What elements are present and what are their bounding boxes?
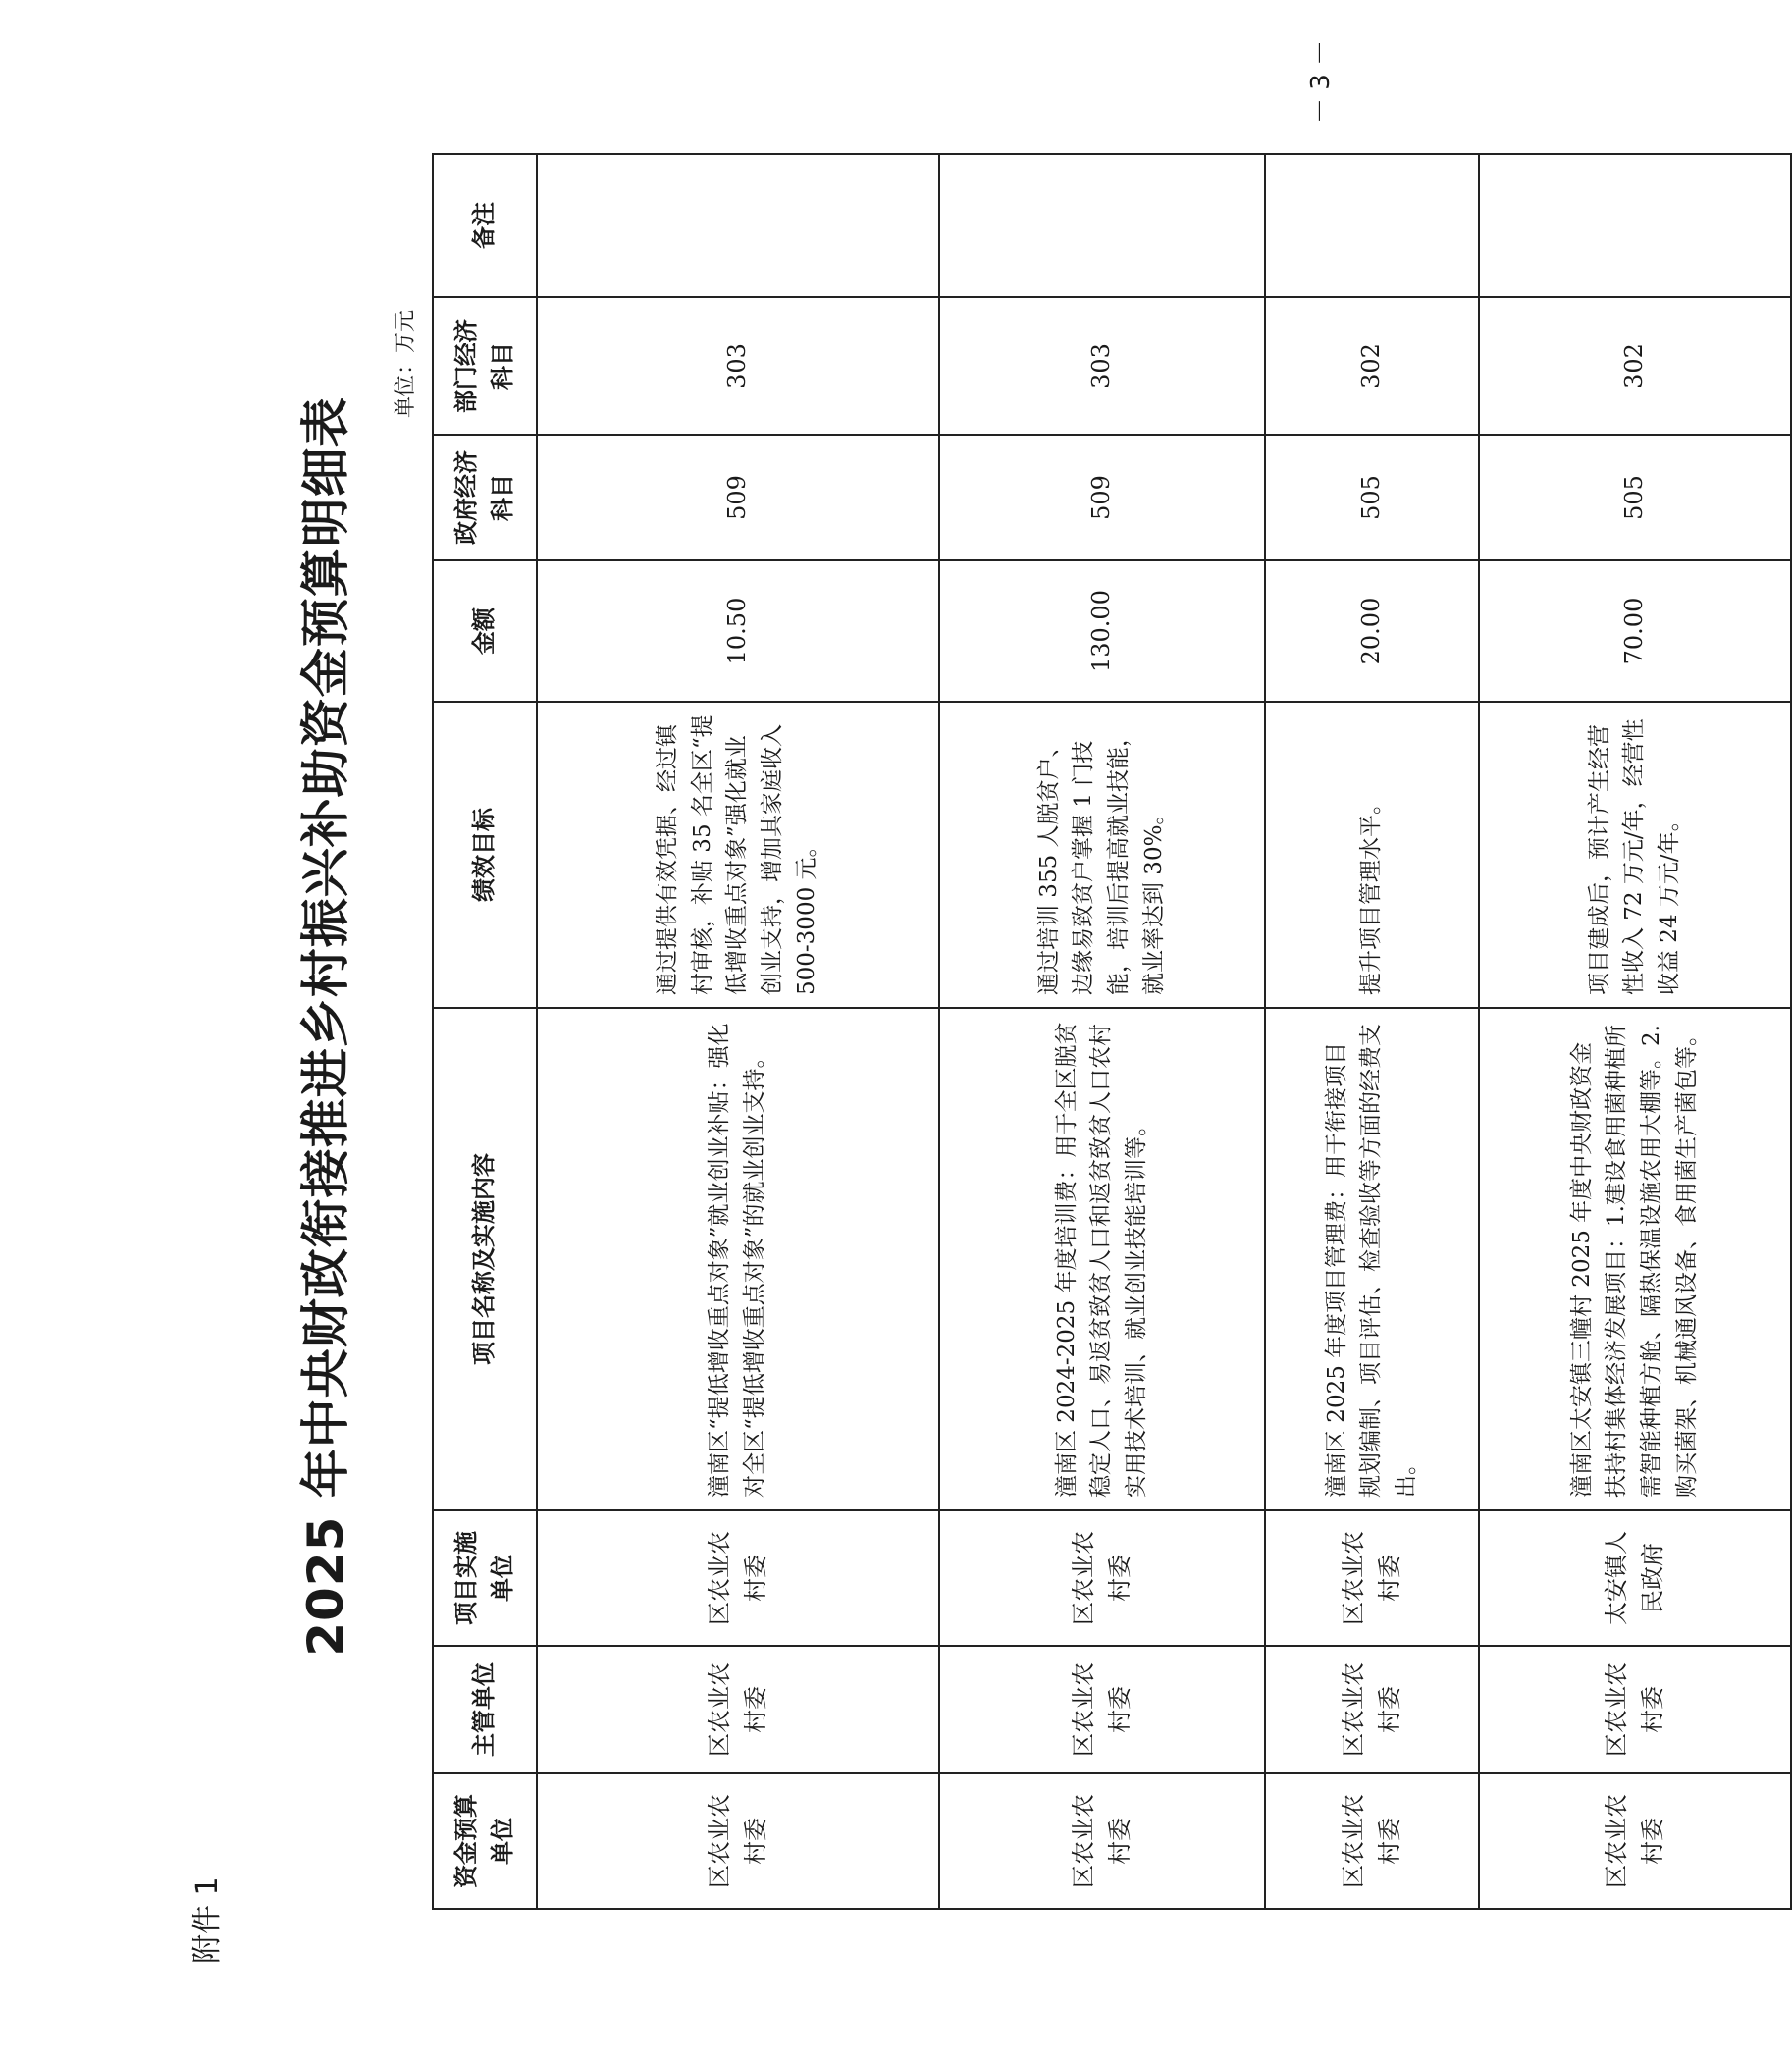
cell-budget-unit: 区农业农村委 [939,1773,1265,1909]
cell-goal: 通过培训 355 人脱贫户、边缘易致贫户掌握 1 门技能，培训后提高就业技能，就业率达到 30%。 [939,702,1265,1008]
header-goal: 绩效目标 [433,702,537,1008]
cell-implementer: 太安镇人民政府 [1479,1510,1791,1646]
cell-implementer: 区农业农村委 [537,1510,939,1646]
table-row [939,154,1265,1909]
cell-gov-code: 509 [537,435,939,560]
cell-supervisor: 区农业农村委 [1265,1646,1479,1773]
cell-supervisor: 区农业农村委 [1479,1646,1791,1773]
header-content: 项目名称及实施内容 [433,1008,537,1510]
cell-content: 潼南区“提低增收重点对象”就业创业补贴：强化对全区“提低增收重点对象”的就业创业支持。 [537,1008,939,1510]
cell-goal: 通过提供有效凭据、经过镇村审核，补贴 35 名全区“提低增收重点对象”强化就业创业支持，增加其家庭收入 500-3000 元。 [537,702,939,1008]
cell-amount: 130.00 [939,560,1265,702]
cell-budget-unit: 区农业农村委 [1265,1773,1479,1909]
cell-supervisor: 区农业农村委 [537,1646,939,1773]
unit-label: 单位：万元 [394,309,418,418]
budget-detail-table [432,153,1792,1910]
cell-implementer: 区农业农村委 [1265,1510,1479,1646]
header-dept-code: 部门经济科目 [433,297,537,435]
cell-dept-code: 302 [1479,297,1791,435]
cell-gov-code: 505 [1479,435,1791,560]
document-title: 2025 年中央财政衔接推进乡村振兴补助资金预算明细表 [297,396,354,1657]
header-budget-unit: 资金预算单位 [433,1773,537,1909]
header-gov-code: 政府经济科目 [433,435,537,560]
cell-amount: 20.00 [1265,560,1479,702]
cell-implementer: 区农业农村委 [939,1510,1265,1646]
cell-dept-code: 303 [537,297,939,435]
cell-remark [939,154,1265,297]
page-number: － 3 － [1306,39,1336,124]
cell-goal: 提升项目管理水平。 [1265,702,1479,1008]
cell-content: 潼南区 2024-2025 年度培训费：用于全区脱贫稳定人口、易返贫致贫人口和返贫致贫人口农村实用技术培训、就业创业技能培训等。 [939,1008,1265,1510]
attachment-label: 附件 1 [190,1876,225,1964]
cell-supervisor: 区农业农村委 [939,1646,1265,1773]
cell-budget-unit: 区农业农村委 [537,1773,939,1909]
table-header-row [433,154,537,1909]
header-remark: 备注 [433,154,537,297]
cell-budget-unit: 区农业农村委 [1479,1773,1791,1909]
table-row [1265,154,1479,1909]
cell-gov-code: 509 [939,435,1265,560]
cell-remark [1265,154,1479,297]
cell-content: 潼南区太安镇三幢村 2025 年度中央财政资金扶持村集体经济发展项目：1.建设食用菌种植所需智能种植方舱、隔热保温设施农用大棚等。2.购买菌架、机械通风设备、食用菌生产菌包等。 [1479,1008,1791,1510]
cell-remark [537,154,939,297]
cell-amount: 10.50 [537,560,939,702]
table-row [537,154,939,1909]
header-implementer: 项目实施单位 [433,1510,537,1646]
cell-content: 潼南区 2025 年度项目管理费：用于衔接项目规划编制、项目评估、检查验收等方面的经费支出。 [1265,1008,1479,1510]
table-row [1479,154,1791,1909]
cell-gov-code: 505 [1265,435,1479,560]
cell-dept-code: 302 [1265,297,1479,435]
cell-amount: 70.00 [1479,560,1791,702]
header-amount: 金额 [433,560,537,702]
cell-remark [1479,154,1791,297]
cell-goal: 项目建成后，预计产生经营性收入 72 万元/年，经营性收益 24 万元/年。 [1479,702,1791,1008]
header-supervisor: 主管单位 [433,1646,537,1773]
cell-dept-code: 303 [939,297,1265,435]
